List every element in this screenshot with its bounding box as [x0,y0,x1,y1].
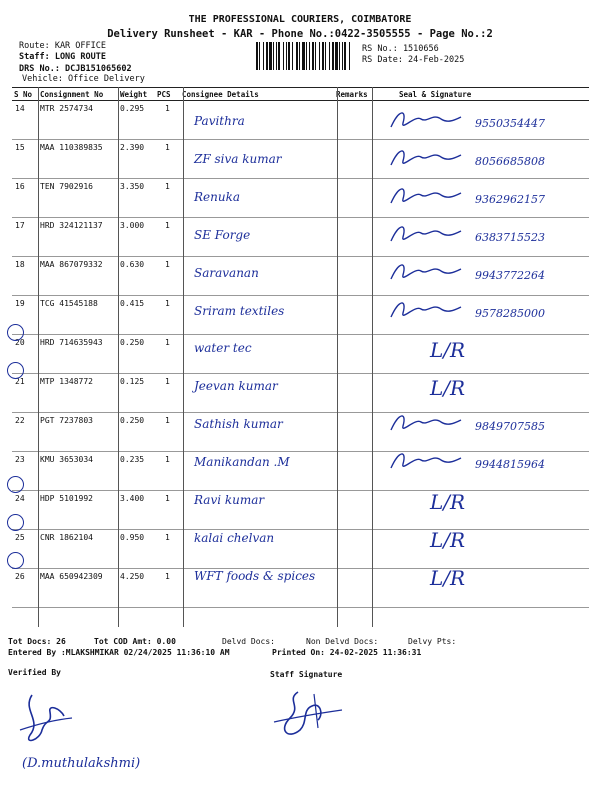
recipient-signature-image [385,143,465,171]
weight-cell: 3.000 [118,218,155,257]
table-header-row [12,88,589,101]
col-seal: Seal & Signature [369,88,589,101]
weight-cell: 0.950 [118,530,155,569]
recipient-signature-image [385,446,465,474]
weight-cell: 0.415 [118,296,155,335]
table-row [12,335,589,374]
seal-signature-handwriting: L/R [430,565,466,590]
tot-docs: Tot Docs: 26 [8,637,66,646]
consignee-handwriting: Sriram textiles [194,303,285,318]
company-title: THE PROFESSIONAL COURIERS, COIMBATORE [188,14,412,25]
pcs-cell: 1 [155,218,180,257]
drs-number: DRS No.: DCJB151065602 [19,64,132,74]
pcs-cell: 1 [155,335,180,374]
seal-cell [369,491,589,530]
weight-cell: 2.390 [118,140,155,179]
consignee-handwriting: Jeevan kumar [194,379,278,394]
delvy-pts: Delvy Pts: [408,637,457,646]
pcs-cell: 1 [155,413,180,452]
pcs-cell: 1 [155,569,180,608]
remarks-cell [334,569,369,608]
staff-signature-label: Staff Signature [270,670,343,679]
consignee-handwriting: Pavithra [194,114,245,128]
col-remarks: Remarks [336,89,368,99]
pcs-cell: 1 [155,296,180,335]
sno-cell: 23 [12,452,38,491]
printed-on: Printed On: 24-02-2025 11:36:31 [272,648,422,657]
pcs-cell: 1 [155,374,180,413]
consignment-cell: PGT 7237803 [38,413,118,452]
pcs-cell: 1 [155,257,180,296]
seal-signature-handwriting: 9943772264 [475,268,545,282]
col-consignment: Consignment No [38,88,118,101]
seal-cell [369,335,589,374]
non-delvd-docs: Non Delvd Docs: [306,637,379,646]
verifier-name: (D.muthulakshmi) [22,756,141,771]
sno-cell: 22 [12,413,38,452]
weight-cell: 0.630 [118,257,155,296]
seal-signature-handwriting: 9944815964 [475,458,545,472]
col-sno: S No [12,88,38,101]
entered-by: Entered By :MLAKSHMIKAR 02/24/2025 11:36:10 AM [8,648,230,657]
col-pcs: PCS [155,88,180,101]
recipient-signature-image [385,295,465,323]
remarks-cell [334,491,369,530]
consignment-cell: TEN 7902916 [38,179,118,218]
weight-cell: 3.400 [118,491,155,530]
remarks-cell [334,296,369,335]
consignee-handwriting: Renuka [194,189,241,204]
vehicle: Vehicle: Office Delivery [22,74,145,84]
recipient-signature-image [385,408,465,436]
weight-cell: 0.250 [118,413,155,452]
sno-cell: 20 [12,335,38,374]
seal-signature-handwriting: L/R [430,376,466,401]
remarks-cell [334,101,369,140]
weight-cell: 0.295 [118,101,155,140]
sno-circle-mark [7,552,24,569]
weight-cell: 3.350 [118,179,155,218]
remarks-cell [334,413,369,452]
recipient-signature-image [385,257,465,285]
seal-signature-handwriting: L/R [430,490,466,514]
weight-cell: 0.235 [118,452,155,491]
remarks-cell [334,530,369,569]
consignment-cell: MTR 2574734 [38,101,118,140]
remarks-cell [334,335,369,374]
consignee-handwriting: kalai chelvan [194,530,275,545]
seal-signature-handwriting: 6383715523 [475,230,545,244]
verifier-signature-image [12,690,82,750]
rs-date: RS Date: 24-Feb-2025 [362,55,465,65]
consignment-cell: CNR 1862104 [38,530,118,569]
weight-cell: 4.250 [118,569,155,608]
weight-cell: 0.250 [118,335,155,374]
consignee-handwriting: Manikandan .M [194,455,290,470]
seal-signature-handwriting: 9362962157 [475,192,545,206]
col-consignee: Consignee Details [180,88,334,101]
runsheet-subtitle: Delivery Runsheet - KAR - Phone No.:0422-3505555 - Page No.:2 [107,28,493,40]
consignee-handwriting: water tec [194,341,252,356]
seal-signature-handwriting: L/R [430,338,466,363]
consignment-cell: MAA 110389835 [38,140,118,179]
sno-cell: 24 [12,491,38,530]
sno-cell: 14 [12,101,38,140]
weight-cell: 0.125 [118,374,155,413]
staff-signature-image [268,684,348,744]
sno-cell: 16 [12,179,38,218]
consignee-handwriting: ZF siva kumar [194,151,282,166]
verified-by-label: Verified By [8,668,61,677]
sno-cell: 25 [12,530,38,569]
consignment-cell: MAA 650942309 [38,569,118,608]
consignment-cell: TCG 41545188 [38,296,118,335]
seal-signature-handwriting: L/R [430,527,466,552]
delvd-docs: Delvd Docs: [222,637,275,646]
consignee-handwriting: WFT foods & spices [194,568,316,583]
pcs-cell: 1 [155,530,180,569]
sno-cell: 18 [12,257,38,296]
sno-cell: 26 [12,569,38,608]
consignment-cell: MAA 867079332 [38,257,118,296]
seal-cell [369,374,589,413]
col-weight: Weight [118,88,155,101]
consignment-cell: KMU 3653034 [38,452,118,491]
route: Route: KAR OFFICE [19,41,106,51]
remarks-cell [334,218,369,257]
seal-cell [369,569,589,608]
consignment-cell: HRD 324121137 [38,218,118,257]
recipient-signature-image [385,105,465,133]
remarks-cell [334,257,369,296]
remarks-cell [334,374,369,413]
pcs-cell: 1 [155,491,180,530]
pcs-cell: 1 [155,452,180,491]
recipient-signature-image [385,219,465,247]
remarks-cell [334,179,369,218]
sno-circle-mark [7,514,24,531]
recipient-signature-image [385,181,465,209]
sno-cell: 15 [12,140,38,179]
consignee-handwriting: SE Forge [194,227,251,242]
consignment-cell: MTP 1348772 [38,374,118,413]
sno-cell: 21 [12,374,38,413]
seal-signature-handwriting: 9578285000 [475,306,545,320]
sno-circle-mark [7,476,24,493]
barcode-image [256,42,352,70]
consignee-handwriting: Saravanan [194,265,259,280]
table-row [12,374,589,413]
pcs-cell: 1 [155,140,180,179]
sno-cell: 19 [12,296,38,335]
pcs-cell: 1 [155,179,180,218]
seal-signature-handwriting: 9849707585 [475,420,545,434]
seal-signature-handwriting: 8056685808 [475,154,545,168]
remarks-cell [334,140,369,179]
consignee-handwriting: Ravi kumar [194,493,265,507]
remarks-cell [334,452,369,491]
consignment-cell: HDP 5101992 [38,491,118,530]
rs-number: RS No.: 1510656 [362,44,439,54]
pcs-cell: 1 [155,101,180,140]
seal-cell [369,527,589,569]
consignment-cell: HRD 714635943 [38,335,118,374]
sno-cell: 17 [12,218,38,257]
seal-signature-handwriting: 9550354447 [475,117,545,130]
tot-cod: Tot COD Amt: 0.00 [94,637,176,646]
table-row [12,491,589,530]
consignee-handwriting: Sathish kumar [194,417,283,432]
table-row [12,530,589,569]
staff: Staff: LONG ROUTE [19,52,106,62]
